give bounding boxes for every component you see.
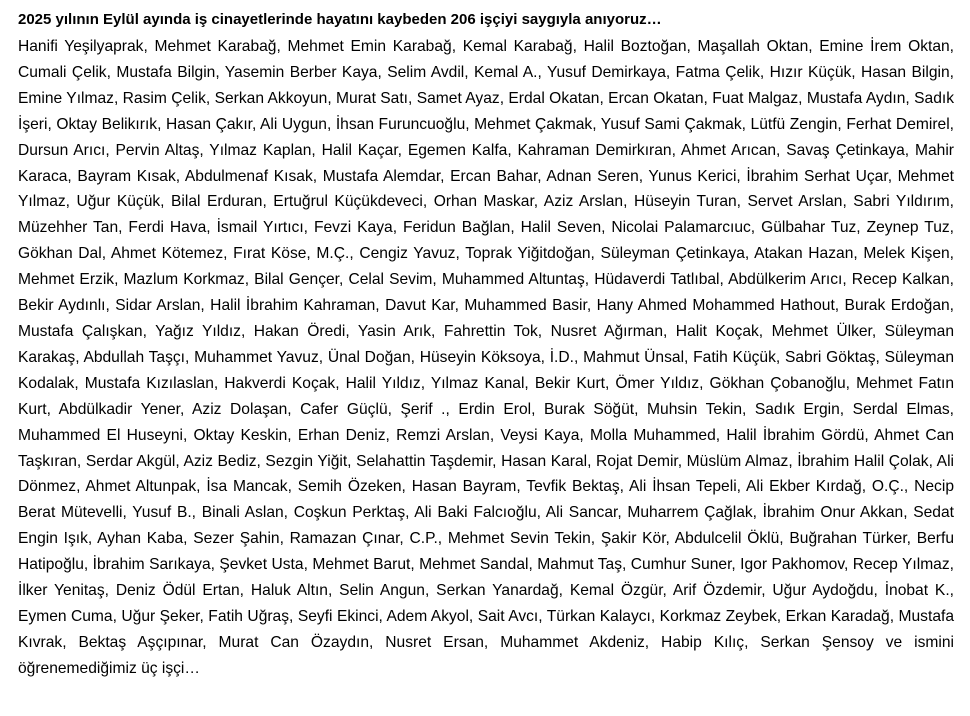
memorial-article (18, 9, 954, 682)
names-paragraph: Hanifi Yeşilyaprak, Mehmet Karabağ, Mehmet Emin Karabağ, Kemal Karabağ, Halil Boztoğan, Maşallah Oktan, Emine İrem Oktan, Cumali Çelik, Mustafa Bilgin, Yasemin Berber Kaya, Selim Avdil, Kemal A., Yusuf Demirkaya, Fatma Çelik, Hızır Küçük, Hasan Bilgin, Emine Yılmaz, Rasim Çelik, Serkan Akkoyun, Murat Satı, Samet Ayaz, Erdal Okatan, Ercan Okatan, Fuat Malgaz, Mustafa Aydın, Sadık İşeri, Oktay Belikırık, Hasan Çakır, Ali Uygun, İhsan Furuncuoğlu, Mehmet Çakmak, Yusuf Sami Çakmak, Lütfü Zengin, Ferhat Demirel, Dursun Arıcı, Pervin Altaş, Yılmaz Kaplan, Halil Kaçar, Egemen Kalfa, Kahraman Demirkıran, Ahmet Arıcan, Savaş Çetinkaya, Mahir Karaca, Bayram Kısak, Abdulmenaf Kısak, Mustafa Alemdar, Ercan Bahar, Adnan Seren, Yunus Kerici, İbrahim Serhat Uçar, Mehmet Yılmaz, Uğur Küçük, Bilal Erduran, Ertuğrul Küçükdeveci, Orhan Maskar, Aziz Arslan, Hüseyin Turan, Servet Arslan, Sabri Yıldırım, Müzehher Tan, Ferdi Hava, İsmail Yırtıcı, Fevzi Kaya, Feridun Bağlan, Halil Seven, Nicolai Palamarcıuc, Gülbahar Tuz, Zeynep Tuz, Gökhan Dal, Ahmet Kötemez, Fırat Köse, M.Ç., Cengiz Yavuz, Toprak Yiğitdoğan, Süleyman Çetinkaya, Atakan Hazan, Melek Kişen, Mehmet Erzik, Mazlum Korkmaz, Bilal Gençer, Celal Sevim, Muhammed Altuntaş, Hüdaverdi Tatlıbal, Abdülkerim Arıcı, Recep Kalkan, Bekir Aydınlı, Sidar Arslan, Halil İbrahim Kahraman, Davut Kar, Muhammed Basir, Hany Ahmed Mohammed Hathout, Burak Erdoğan, Mustafa Çalışkan, Yağız Yıldız, Hakan Öredi, Yasin Arık, Fahrettin Tok, Nusret Ağırman, Halit Koçak, Mehmet Ülker, Süleyman Karakaş, Abdullah Taşçı, Muhammet Yavuz, Ünal Doğan, Hüseyin Köksoya, İ.D., Mahmut Ünsal, Fatih Küçük, Sabri Göktaş, Süleyman Kodalak, Mustafa Kızılaslan, Hakverdi Koçak, Halil Yıldız, Yılmaz Kanal, Bekir Kurt, Ömer Yıldız, Gökhan Çobanoğlu, Mehmet Fatın Kurt, Abdülkadir Yener, Aziz Dolaşan, Cafer Güçlü, Şerif ., Erdin Erol, Burak Söğüt, Muhsin Tekin, Sadık Ergin, Serdal Elmas, Muhammed El Huseyni, Oktay Keskin, Erhan Deniz, Remzi Arslan, Veysi Kaya, Molla Muhammed, Halil İbrahim Gördü, Ahmet Can Taşkıran, Serdar Akgül, Aziz Bediz, Sezgin Yiğit, Selahattin Taşdemir, Hasan Karal, Rojat Demir, Müslüm Almaz, İbrahim Halil Çolak, Ali Dönmez, Ahmet Altunpak, İsa Mancak, Semih Özeken, Hasan Bayram, Tevfik Bektaş, Ali İhsan Tepeli, Ali Ekber Kırdağ, O.Ç., Necip Berat Mütevelli, Yusuf B., Binali Aslan, Coşkun Perktaş, Ali Baki Falcıoğlu, Ali Sancar, Muharrem Çağlak, İbrahim Onur Akkan, Sedat Engin Işık, Ayhan Kaba, Sezer Şahin, Ramazan Çınar, C.P., Mehmet Sevin Tekin, Şakir Kör, Abdulcelil Öklü, Buğrahan Türker, Berfu Hatipoğlu, İbrahim Sarıkaya, Şevket Usta, Mehmet Barut, Mehmet Sandal, Mahmut Taş, Cumhur Suner, Igor Pakhomov, Recep Yılmaz, İlker Yenitaş, Deniz Ödül Ertan, Haluk Altın, Selin Angun, Serkan Yanardağ, Kemal Özgür, Arif Özdemir, Uğur Aydoğdu, İnobat K., Eymen Cuma, Uğur Şeker, Fatih Uğraş, Seyfi Ekinci, Adem Akyol, Sait Avcı, Türkan Kalaycı, Korkmaz Zeybek, Erkan Karadağ, Mustafa Kıvrak, Bektaş Aşçıpınar, Murat Can Özaydın, Nusret Ersan, Muhammet Akdeniz, Habip Kılıç, Serkan Şensoy ve ismini öğrenemediğimiz üç işçi… (18, 38, 954, 677)
article-heading: 2025 yılının Eylül ayında iş cinayetlerinde hayatını kaybeden 206 işçiyi saygıyla anıyoruz… (18, 11, 662, 28)
